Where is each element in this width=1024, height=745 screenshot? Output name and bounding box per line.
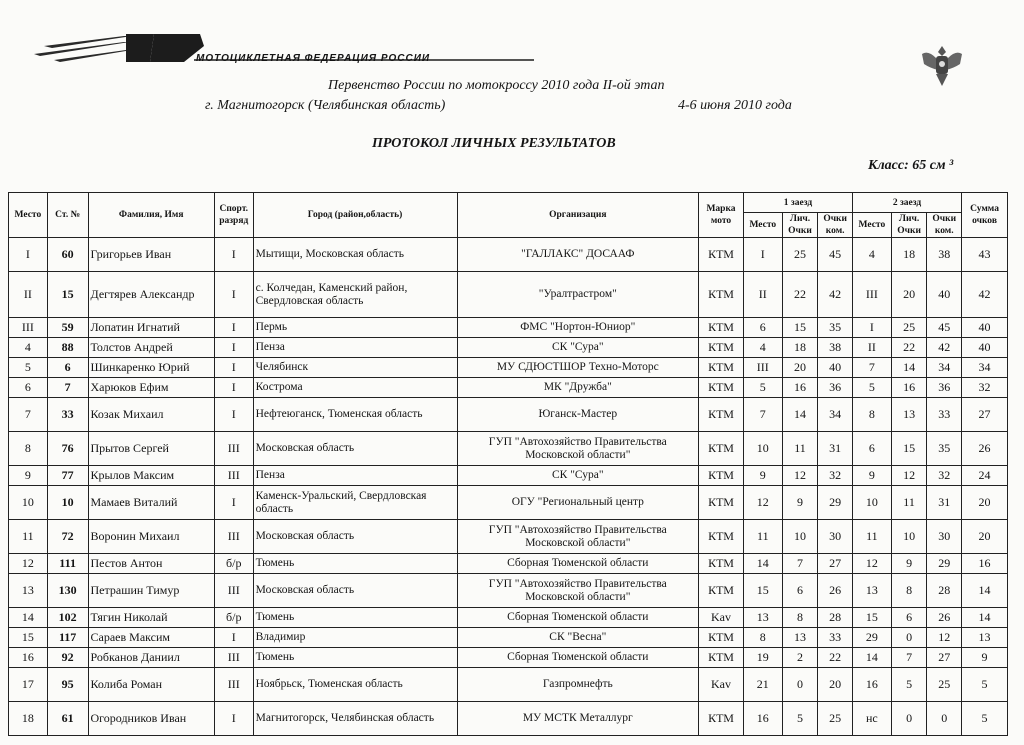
cell-org: ФМС "Нортон-Юниор": [457, 318, 699, 338]
cell-total: 43: [962, 238, 1008, 272]
cell-p2: 7: [853, 358, 892, 378]
cell-o1: 14: [782, 398, 818, 432]
cell-num: 95: [47, 668, 88, 702]
cell-place: 16: [9, 648, 48, 668]
cell-rank: III: [214, 668, 253, 702]
cell-p1: 14: [743, 554, 782, 574]
cell-k2: 30: [927, 520, 962, 554]
col-race1-place: Место: [743, 213, 782, 238]
cell-k1: 29: [818, 486, 853, 520]
cell-city: Пенза: [253, 338, 457, 358]
cell-o1: 18: [782, 338, 818, 358]
col-race1-pers: Лич. Очки: [782, 213, 818, 238]
cell-name: Козак Михаил: [88, 398, 214, 432]
cell-name: Харюков Ефим: [88, 378, 214, 398]
cell-org: Юганск-Мастер: [457, 398, 699, 432]
cell-o1: 8: [782, 608, 818, 628]
cell-rank: I: [214, 486, 253, 520]
cell-place: 17: [9, 668, 48, 702]
cell-org: Сборная Тюменской области: [457, 554, 699, 574]
cell-rank: I: [214, 702, 253, 736]
cell-p2: 5: [853, 378, 892, 398]
cell-k1: 20: [818, 668, 853, 702]
cell-city: Московская область: [253, 432, 457, 466]
cell-k1: 30: [818, 520, 853, 554]
cell-p2: нс: [853, 702, 892, 736]
cell-org: "ГАЛЛАКС" ДОСААФ: [457, 238, 699, 272]
cell-o1: 9: [782, 486, 818, 520]
cell-rank: I: [214, 378, 253, 398]
cell-k2: 45: [927, 318, 962, 338]
cell-o1: 0: [782, 668, 818, 702]
cell-num: 77: [47, 466, 88, 486]
cell-total: 9: [962, 648, 1008, 668]
cell-k1: 32: [818, 466, 853, 486]
cell-num: 60: [47, 238, 88, 272]
cell-k2: 25: [927, 668, 962, 702]
cell-moto: КТМ: [699, 554, 744, 574]
cell-city: Московская область: [253, 574, 457, 608]
cell-city: Каменск-Уральский, Свердловская область: [253, 486, 457, 520]
cell-num: 59: [47, 318, 88, 338]
col-race2-team: Очки ком.: [927, 213, 962, 238]
table-row: [9, 574, 1008, 608]
cell-o1: 10: [782, 520, 818, 554]
cell-p2: III: [853, 272, 892, 318]
cell-city: Пермь: [253, 318, 457, 338]
cell-place: 18: [9, 702, 48, 736]
cell-o2: 10: [891, 520, 927, 554]
cell-org: СК "Весна": [457, 628, 699, 648]
cell-city: Пенза: [253, 466, 457, 486]
cell-num: 92: [47, 648, 88, 668]
cell-p2: 29: [853, 628, 892, 648]
cell-total: 14: [962, 608, 1008, 628]
cell-k2: 26: [927, 608, 962, 628]
cell-k1: 42: [818, 272, 853, 318]
cell-o2: 0: [891, 702, 927, 736]
table-row: [9, 520, 1008, 554]
cell-city: Тюмень: [253, 554, 457, 574]
cell-place: I: [9, 238, 48, 272]
cell-org: ГУП "Автохозяйство Правительства Московской области": [457, 432, 699, 466]
cell-moto: КТМ: [699, 358, 744, 378]
cell-num: 10: [47, 486, 88, 520]
cell-num: 102: [47, 608, 88, 628]
cell-name: Мамаев Виталий: [88, 486, 214, 520]
cell-k1: 34: [818, 398, 853, 432]
cell-moto: КТМ: [699, 272, 744, 318]
cell-k2: 12: [927, 628, 962, 648]
cell-city: Челябинск: [253, 358, 457, 378]
cell-place: 4: [9, 338, 48, 358]
cell-place: 13: [9, 574, 48, 608]
cell-rank: I: [214, 272, 253, 318]
cell-total: 34: [962, 358, 1008, 378]
cell-k1: 33: [818, 628, 853, 648]
cell-o2: 14: [891, 358, 927, 378]
cell-place: 6: [9, 378, 48, 398]
table-row: [9, 648, 1008, 668]
cell-o1: 13: [782, 628, 818, 648]
cell-p2: 15: [853, 608, 892, 628]
cell-p1: 19: [743, 648, 782, 668]
col-rank: Спорт. разряд: [214, 193, 253, 238]
cell-num: 117: [47, 628, 88, 648]
cell-org: Сборная Тюменской области: [457, 608, 699, 628]
cell-p1: 6: [743, 318, 782, 338]
cell-o1: 7: [782, 554, 818, 574]
cell-k2: 28: [927, 574, 962, 608]
cell-moto: КТМ: [699, 486, 744, 520]
cell-o1: 22: [782, 272, 818, 318]
cell-p2: I: [853, 318, 892, 338]
cell-k1: 45: [818, 238, 853, 272]
cell-o2: 7: [891, 648, 927, 668]
cell-name: Тягин Николай: [88, 608, 214, 628]
results-table: [8, 192, 1008, 736]
cell-rank: I: [214, 238, 253, 272]
cell-k2: 42: [927, 338, 962, 358]
cell-rank: I: [214, 628, 253, 648]
table-row: [9, 702, 1008, 736]
cell-k1: 36: [818, 378, 853, 398]
cell-city: Нефтеюганск, Тюменская область: [253, 398, 457, 432]
table-row: [9, 466, 1008, 486]
cell-total: 40: [962, 318, 1008, 338]
cell-k2: 33: [927, 398, 962, 432]
cell-moto: КТМ: [699, 520, 744, 554]
cell-o2: 25: [891, 318, 927, 338]
cell-place: 11: [9, 520, 48, 554]
cell-rank: I: [214, 358, 253, 378]
cell-k1: 22: [818, 648, 853, 668]
cell-city: Ноябрьск, Тюменская область: [253, 668, 457, 702]
col-race2: 2 заезд: [853, 193, 962, 213]
cell-k2: 36: [927, 378, 962, 398]
cell-p2: 11: [853, 520, 892, 554]
cell-total: 40: [962, 338, 1008, 358]
cell-moto: КТМ: [699, 378, 744, 398]
cell-o1: 20: [782, 358, 818, 378]
table-row: [9, 358, 1008, 378]
cell-name: Сараев Максим: [88, 628, 214, 648]
cell-k1: 25: [818, 702, 853, 736]
cell-o2: 16: [891, 378, 927, 398]
cell-total: 16: [962, 554, 1008, 574]
cell-city: Кострома: [253, 378, 457, 398]
cell-moto: КТМ: [699, 628, 744, 648]
cell-moto: Kav: [699, 608, 744, 628]
cell-o1: 12: [782, 466, 818, 486]
cell-o1: 25: [782, 238, 818, 272]
cell-p1: 5: [743, 378, 782, 398]
cell-org: "Уралтрастром": [457, 272, 699, 318]
cell-name: Колиба Роман: [88, 668, 214, 702]
col-number: Ст. №: [47, 193, 88, 238]
cell-org: МУ МСТК Металлург: [457, 702, 699, 736]
cell-name: Робканов Даниил: [88, 648, 214, 668]
cell-p1: 4: [743, 338, 782, 358]
cell-rank: III: [214, 466, 253, 486]
cell-o1: 2: [782, 648, 818, 668]
cell-p2: 13: [853, 574, 892, 608]
cell-num: 76: [47, 432, 88, 466]
cell-total: 5: [962, 668, 1008, 702]
cell-moto: КТМ: [699, 318, 744, 338]
cell-name: Воронин Михаил: [88, 520, 214, 554]
cell-o1: 15: [782, 318, 818, 338]
cell-city: Магнитогорск, Челябинская область: [253, 702, 457, 736]
cell-place: 14: [9, 608, 48, 628]
cell-num: 130: [47, 574, 88, 608]
cell-k1: 28: [818, 608, 853, 628]
cell-p2: 8: [853, 398, 892, 432]
cell-o1: 11: [782, 432, 818, 466]
cell-o2: 20: [891, 272, 927, 318]
col-moto: Марка мото: [699, 193, 744, 238]
cell-total: 20: [962, 486, 1008, 520]
cell-k2: 32: [927, 466, 962, 486]
cell-o2: 6: [891, 608, 927, 628]
cell-num: 33: [47, 398, 88, 432]
cell-moto: КТМ: [699, 648, 744, 668]
cell-total: 5: [962, 702, 1008, 736]
cell-num: 72: [47, 520, 88, 554]
cell-org: ГУП "Автохозяйство Правительства Московской области": [457, 520, 699, 554]
cell-place: 9: [9, 466, 48, 486]
cell-k1: 27: [818, 554, 853, 574]
cell-p1: 8: [743, 628, 782, 648]
cell-org: СК "Сура": [457, 466, 699, 486]
cell-org: ГУП "Автохозяйство Правительства Московской области": [457, 574, 699, 608]
col-name: Фамилия, Имя: [88, 193, 214, 238]
cell-o1: 6: [782, 574, 818, 608]
col-org: Организация: [457, 193, 699, 238]
col-race1-team: Очки ком.: [818, 213, 853, 238]
cell-o2: 18: [891, 238, 927, 272]
cell-p1: 9: [743, 466, 782, 486]
cell-city: Московская область: [253, 520, 457, 554]
cell-place: 7: [9, 398, 48, 432]
cell-place: 10: [9, 486, 48, 520]
cell-num: 111: [47, 554, 88, 574]
cell-k2: 34: [927, 358, 962, 378]
event-location: г. Магнитогорск (Челябинская область): [205, 98, 446, 113]
cell-k1: 31: [818, 432, 853, 466]
cell-p2: 16: [853, 668, 892, 702]
cell-p2: 10: [853, 486, 892, 520]
cell-o2: 22: [891, 338, 927, 358]
cell-p2: 9: [853, 466, 892, 486]
cell-moto: КТМ: [699, 466, 744, 486]
cell-o2: 0: [891, 628, 927, 648]
cell-place: 5: [9, 358, 48, 378]
cell-o2: 13: [891, 398, 927, 432]
cell-name: Шинкаренко Юрий: [88, 358, 214, 378]
col-place: Место: [9, 193, 48, 238]
cell-k2: 35: [927, 432, 962, 466]
cell-place: II: [9, 272, 48, 318]
protocol-title: ПРОТОКОЛ ЛИЧНЫХ РЕЗУЛЬТАТОВ: [372, 136, 616, 151]
cell-name: Толстов Андрей: [88, 338, 214, 358]
cell-moto: КТМ: [699, 338, 744, 358]
cell-moto: КТМ: [699, 432, 744, 466]
table-row: [9, 338, 1008, 358]
cell-city: Мытищи, Московская область: [253, 238, 457, 272]
cell-p1: 15: [743, 574, 782, 608]
cell-k1: 35: [818, 318, 853, 338]
cell-rank: б/р: [214, 608, 253, 628]
cell-total: 26: [962, 432, 1008, 466]
cell-name: Лопатин Игнатий: [88, 318, 214, 338]
cell-place: III: [9, 318, 48, 338]
coat-of-arms-icon: [918, 40, 966, 90]
cell-o2: 15: [891, 432, 927, 466]
cell-num: 7: [47, 378, 88, 398]
cell-org: СК "Сура": [457, 338, 699, 358]
cell-rank: I: [214, 338, 253, 358]
event-date: 4-6 июня 2010 года: [678, 98, 792, 113]
cell-rank: III: [214, 520, 253, 554]
cell-city: с. Колчедан, Каменский район, Свердловская область: [253, 272, 457, 318]
cell-name: Огородников Иван: [88, 702, 214, 736]
cell-org: МК "Дружба": [457, 378, 699, 398]
col-race2-place: Место: [853, 213, 892, 238]
cell-name: Пестов Антон: [88, 554, 214, 574]
col-total: Сумма очков: [962, 193, 1008, 238]
table-row: [9, 432, 1008, 466]
cell-place: 12: [9, 554, 48, 574]
cell-org: Сборная Тюменской области: [457, 648, 699, 668]
cell-p1: 10: [743, 432, 782, 466]
cell-org: МУ СДЮСТШОР Техно-Моторс: [457, 358, 699, 378]
cell-k1: 40: [818, 358, 853, 378]
cell-total: 14: [962, 574, 1008, 608]
cell-p2: 6: [853, 432, 892, 466]
cell-org: ОГУ "Региональный центр: [457, 486, 699, 520]
cell-total: 42: [962, 272, 1008, 318]
cell-p1: 21: [743, 668, 782, 702]
class-label: Класс: 65 см ³: [868, 158, 954, 173]
cell-rank: I: [214, 318, 253, 338]
cell-rank: III: [214, 574, 253, 608]
table-row: [9, 668, 1008, 702]
results-body: [9, 238, 1008, 736]
cell-place: 8: [9, 432, 48, 466]
cell-num: 6: [47, 358, 88, 378]
cell-k1: 38: [818, 338, 853, 358]
cell-name: Крылов Максим: [88, 466, 214, 486]
col-city: Город (район,область): [253, 193, 457, 238]
cell-p1: 12: [743, 486, 782, 520]
table-row: [9, 398, 1008, 432]
cell-p2: 4: [853, 238, 892, 272]
cell-city: Тюмень: [253, 648, 457, 668]
cell-p1: 7: [743, 398, 782, 432]
cell-num: 88: [47, 338, 88, 358]
cell-rank: б/р: [214, 554, 253, 574]
cell-name: Прытов Сергей: [88, 432, 214, 466]
cell-city: Владимир: [253, 628, 457, 648]
cell-p1: III: [743, 358, 782, 378]
col-race2-pers: Лич. Очки: [891, 213, 927, 238]
cell-org: Газпромнефть: [457, 668, 699, 702]
cell-k2: 31: [927, 486, 962, 520]
cell-total: 13: [962, 628, 1008, 648]
col-race1: 1 заезд: [743, 193, 852, 213]
cell-p2: II: [853, 338, 892, 358]
cell-rank: III: [214, 432, 253, 466]
cell-moto: КТМ: [699, 238, 744, 272]
cell-total: 27: [962, 398, 1008, 432]
cell-num: 15: [47, 272, 88, 318]
table-row: [9, 554, 1008, 574]
cell-total: 20: [962, 520, 1008, 554]
cell-total: 32: [962, 378, 1008, 398]
cell-p2: 12: [853, 554, 892, 574]
table-row: [9, 378, 1008, 398]
cell-city: Тюмень: [253, 608, 457, 628]
cell-o1: 16: [782, 378, 818, 398]
cell-name: Дегтярев Александр: [88, 272, 214, 318]
cell-p1: II: [743, 272, 782, 318]
table-row: [9, 238, 1008, 272]
table-row: [9, 628, 1008, 648]
federation-name: МОТОЦИКЛЕТНАЯ ФЕДЕРАЦИЯ РОССИИ: [196, 53, 431, 64]
cell-o2: 8: [891, 574, 927, 608]
table-row: [9, 486, 1008, 520]
cell-p1: I: [743, 238, 782, 272]
cell-o2: 5: [891, 668, 927, 702]
cell-place: 15: [9, 628, 48, 648]
table-row: [9, 272, 1008, 318]
cell-k2: 38: [927, 238, 962, 272]
cell-name: Григорьев Иван: [88, 238, 214, 272]
cell-k2: 0: [927, 702, 962, 736]
cell-o2: 11: [891, 486, 927, 520]
cell-o1: 5: [782, 702, 818, 736]
cell-o2: 9: [891, 554, 927, 574]
cell-k1: 26: [818, 574, 853, 608]
table-row: [9, 318, 1008, 338]
cell-k2: 40: [927, 272, 962, 318]
cell-p2: 14: [853, 648, 892, 668]
cell-moto: Kav: [699, 668, 744, 702]
cell-p1: 11: [743, 520, 782, 554]
cell-moto: КТМ: [699, 398, 744, 432]
cell-moto: КТМ: [699, 702, 744, 736]
cell-p1: 16: [743, 702, 782, 736]
cell-o2: 12: [891, 466, 927, 486]
cell-k2: 29: [927, 554, 962, 574]
table-row: [9, 608, 1008, 628]
cell-total: 24: [962, 466, 1008, 486]
cell-num: 61: [47, 702, 88, 736]
cell-k2: 27: [927, 648, 962, 668]
cell-moto: КТМ: [699, 574, 744, 608]
cell-name: Петрашин Тимур: [88, 574, 214, 608]
cell-rank: III: [214, 648, 253, 668]
event-title: Первенство России по мотокроссу 2010 года II-ой этап: [328, 78, 665, 93]
cell-rank: I: [214, 398, 253, 432]
cell-p1: 13: [743, 608, 782, 628]
